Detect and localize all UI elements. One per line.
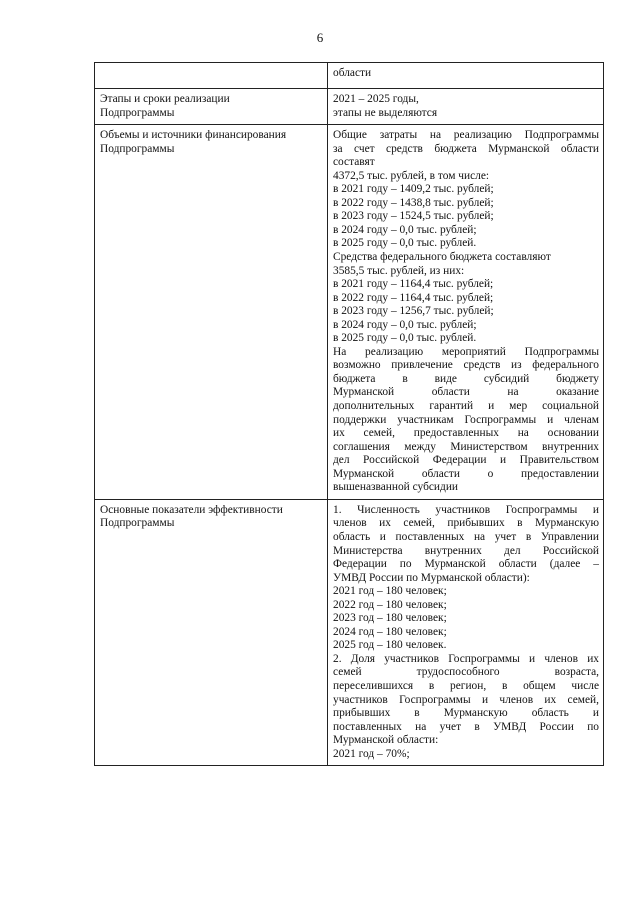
- row-value-line: бюджета в виде субсидий бюджету: [333, 372, 599, 385]
- row-value-line: в 2022 году – 1164,4 тыс. рублей;: [333, 291, 494, 304]
- row-value-cell: [328, 499, 604, 765]
- row-label-line: Подпрограммы: [100, 106, 175, 119]
- row-value-line: их семей, предоставленных на основании: [333, 427, 599, 440]
- row-value-line: переселившихся в регион, в общем числе: [333, 679, 599, 692]
- row-value-line: в 2021 году – 1409,2 тыс. рублей;: [333, 183, 494, 196]
- row-value-line: На реализацию мероприятий Подпрограммы: [333, 345, 599, 358]
- row-label-line: Объемы и источники финансирования: [100, 129, 287, 142]
- row-value-cell: [328, 125, 604, 500]
- row-value-line: дополнительных гарантий и мер социальной: [333, 400, 599, 413]
- row-value-line: 2021 год – 70%;: [333, 747, 410, 760]
- row-value-line: УМВД России по Мурманской области):: [333, 571, 530, 584]
- row-label-line: Подпрограммы: [100, 142, 175, 155]
- row-value-line: за счет средств бюджета Мурманской области: [333, 142, 599, 155]
- row-label-cell: [95, 89, 328, 125]
- row-label-cell: [95, 499, 328, 765]
- row-value-line: 2025 год – 180 человек.: [333, 639, 447, 652]
- row-value-line: 2023 год – 180 человек;: [333, 612, 447, 625]
- row-value-line: участников Госпрограммы и членов их семей,: [333, 693, 599, 706]
- row-value-line: 2021 – 2025 годы,: [333, 93, 419, 105]
- row-value-line: в 2024 году – 0,0 тыс. рублей;: [333, 318, 477, 331]
- row-value-line: в 2023 году – 1256,7 тыс. рублей;: [333, 305, 494, 318]
- table-row: [95, 89, 604, 125]
- row-value-line: вышеназванной субсидии: [333, 481, 459, 494]
- row-value-line: 2022 год – 180 человек;: [333, 598, 447, 611]
- row-value-line: в 2025 году – 0,0 тыс. рублей.: [333, 237, 477, 250]
- page-number: 6: [316, 30, 324, 45]
- row-label-cell: [95, 63, 328, 89]
- row-value-line: 2021 год – 180 человек;: [333, 585, 447, 598]
- row-value-line: поддержки участникам Госпрограммы и членам: [333, 413, 599, 426]
- row-label-line: Основные показатели эффективности: [100, 503, 283, 516]
- row-value-line: в 2025 году – 0,0 тыс. рублей.: [333, 332, 477, 345]
- row-value-line: членов их семей, прибывших в Мурманскую: [333, 517, 599, 530]
- row-value-line: Средства федерального бюджета составляют: [333, 251, 551, 264]
- row-value-line: поставленных на учет в УМВД России по: [333, 720, 599, 733]
- row-value-cell: [328, 63, 604, 89]
- row-value-line: дел Российской Федерации и Правительством: [333, 454, 599, 467]
- row-value-line: прибывших в Мурманскую область и: [333, 707, 599, 720]
- row-value-line: в 2021 году – 1164,4 тыс. рублей;: [333, 278, 494, 291]
- row-value-line: Мурманской области:: [333, 734, 439, 747]
- row-label-line: Подпрограммы: [100, 517, 175, 530]
- table-row: [95, 499, 604, 765]
- row-value-line: область и поставленных на учет в Управлении: [333, 530, 599, 543]
- row-value-line: Мурманской области на оказание: [333, 386, 599, 399]
- row-value-line: Общие затраты на реализацию Подпрограммы: [333, 129, 599, 142]
- row-value-line: возможно привлечение средств из федерального: [333, 359, 599, 372]
- subprogram-passport-table: [94, 62, 604, 766]
- row-value-line: в 2022 году – 1438,8 тыс. рублей;: [333, 196, 494, 209]
- row-value-line: соглашения между Министерством внутренних: [333, 440, 599, 453]
- row-value-line: Министерства внутренних дел Российской: [333, 544, 599, 557]
- row-label-cell: [95, 125, 328, 500]
- row-value-line: 2. Доля участников Госпрограммы и членов их: [333, 652, 599, 665]
- row-value-line: составят: [333, 156, 375, 169]
- row-value-line: 1. Численность участников Госпрограммы и: [333, 503, 599, 516]
- row-value-cell: [328, 89, 604, 125]
- row-value-line: 3585,5 тыс. рублей, из них:: [333, 264, 465, 277]
- row-value-line: Мурманской области о предоставлении: [333, 467, 599, 480]
- row-value-line: в 2023 году – 1524,5 тыс. рублей;: [333, 210, 494, 223]
- row-value-line: в 2024 году – 0,0 тыс. рублей;: [333, 223, 477, 236]
- table-row: [95, 63, 604, 89]
- row-value-line: 2024 год – 180 человек;: [333, 625, 447, 638]
- row-value-line: 4372,5 тыс. рублей, в том числе:: [333, 169, 490, 182]
- table-row: [95, 125, 604, 500]
- row-value-line: семей трудоспособного возраста,: [333, 666, 599, 679]
- row-value-line: этапы не выделяются: [333, 106, 438, 119]
- row-value-line: области: [333, 67, 372, 79]
- row-value-line: Федерации по Мурманской области (далее –: [333, 558, 599, 571]
- row-label-line: Этапы и сроки реализации: [100, 93, 230, 105]
